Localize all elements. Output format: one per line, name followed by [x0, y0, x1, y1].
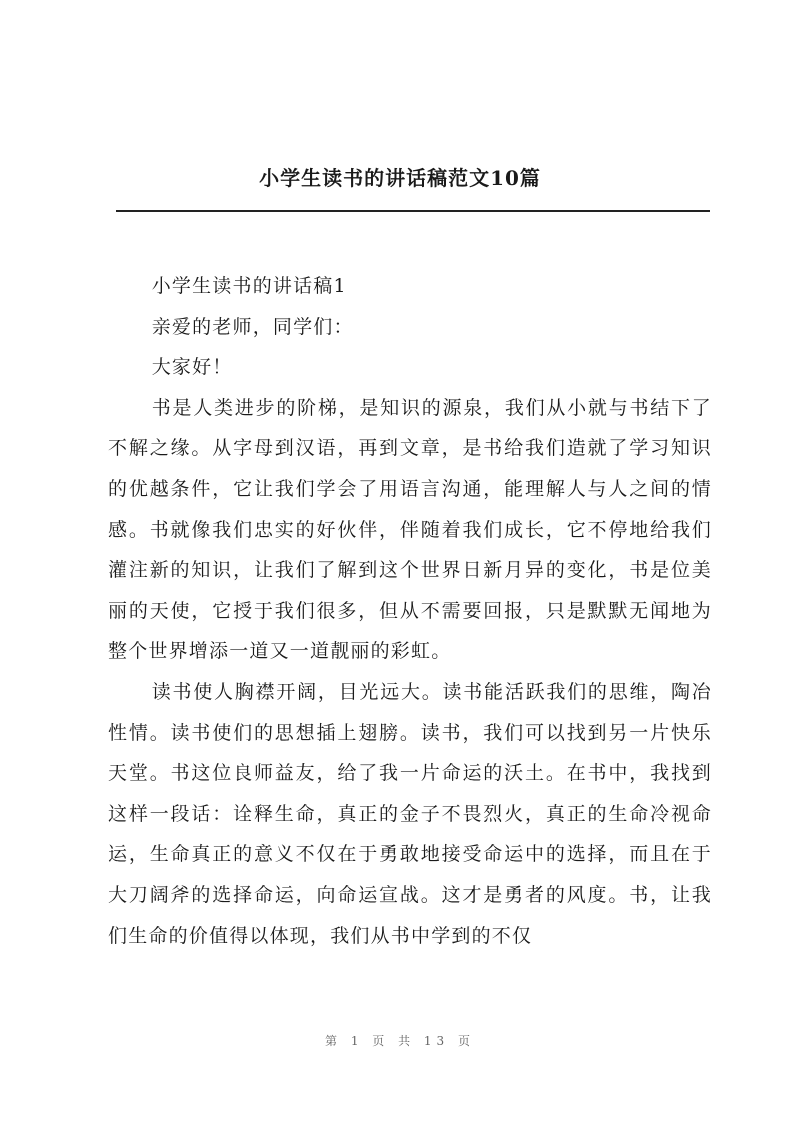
title-divider: [116, 210, 710, 212]
document-body: [108, 266, 712, 956]
body-paragraph: 读书使人胸襟开阔，目光远大。读书能活跃我们的思维，陶冶性情。读书使们的思想插上翅膀。读书，我们可以找到另一片快乐天堂。书这位良师益友，给了我一片命运的沃土。在书中，我找到这样一段话：诠释生命，真正的金子不畏烈火，真正的生命冷视命运，生命真正的意义不仅在于勇敢地接受命运中的选择，而且在于大刀阔斧的选择命运，向命运宣战。这才是勇者的风度。书，让我们生命的价值得以体现，我们从书中学到的不仅: [108, 680, 712, 947]
page-footer: 第 1 页 共 13 页: [325, 1034, 475, 1048]
greeting: 大家好！: [151, 356, 233, 379]
body-paragraph: 书是人类进步的阶梯，是知识的源泉，我们从小就与书结下了不解之缘。从字母到汉语，再到文章，是书给我们造就了学习知识的优越条件，它让我们学会了用语言沟通，能理解人与人之间的情感。书就像我们忠实的好伙伴，伴随着我们成长，它不停地给我们灌注新的知识，让我们了解到这个世界日新月异的变化，书是位美丽的天使，它授于我们很多，但从不需要回报，只是默默无闻地为整个世界增添一道又一道靓丽的彩虹。: [108, 396, 712, 663]
page-title: 小学生读书的讲话稿范文10篇: [259, 166, 541, 190]
salutation: 亲爱的老师，同学们：: [151, 315, 354, 338]
section-heading: 小学生读书的讲话稿1: [151, 275, 347, 297]
